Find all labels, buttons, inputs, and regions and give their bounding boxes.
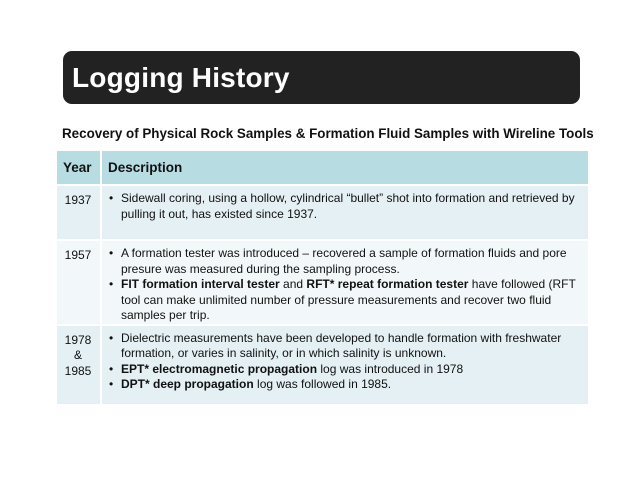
description-cell <box>102 241 588 326</box>
bullet-item <box>108 377 580 393</box>
table-body <box>57 186 588 406</box>
bullet-list <box>108 191 580 222</box>
year-column-header: Year <box>57 151 102 186</box>
bullet-text: log was introduced in 1978 <box>317 361 464 376</box>
year-text: 1985 <box>64 363 92 378</box>
bullet-text: Sidewall coring, using a hollow, cylindrical “bullet” shot into formation and retrieved by pulling it out, has existed since 1937. <box>121 191 575 221</box>
bold-term: EPT* electromagnetic propagation <box>121 361 318 376</box>
year-text: & <box>73 348 82 362</box>
bullet-item <box>108 246 580 277</box>
page-title: Logging History <box>72 61 290 93</box>
bullet-item <box>108 331 580 362</box>
bold-term: DPT* deep propagation <box>121 377 254 391</box>
year-text: 1957 <box>64 248 92 262</box>
year-cell <box>57 241 102 326</box>
bullet-text: and <box>279 277 307 291</box>
bullet-item <box>108 277 580 324</box>
description-cell <box>102 186 588 241</box>
bullet-text: have followed (RFT tool can make unlimited number of pressure measurements and recover two fluid samples per trip. <box>121 277 576 322</box>
table-row <box>57 186 588 241</box>
bullet-list <box>108 331 580 393</box>
bullet-item <box>108 362 580 378</box>
table-row <box>57 326 588 406</box>
table-header-row <box>57 151 588 186</box>
bullet-text: Dielectric measurements have been developed to handle formation with freshwater formation, or varies in salinity, or in which salinity is unknown. <box>121 330 562 360</box>
title-banner <box>63 51 580 104</box>
table-row <box>57 241 588 326</box>
page-subtitle: Recovery of Physical Rock Samples & Formation Fluid Samples with Wireline Tools <box>62 126 594 141</box>
description-column-header: Description <box>102 151 588 186</box>
bullet-text: A formation tester was introduced – recovered a sample of formation fluids and pore presure was measured during the sampling process. <box>121 246 567 276</box>
description-cell <box>102 326 588 406</box>
history-table <box>57 151 588 406</box>
bullet-list <box>108 246 580 324</box>
year-cell <box>57 186 102 241</box>
bold-term: FIT formation interval tester <box>121 277 280 291</box>
year-cell <box>57 326 102 406</box>
bold-term: RFT* repeat formation tester <box>306 277 469 291</box>
year-text: 1937 <box>64 193 92 207</box>
bullet-item <box>108 191 580 222</box>
bullet-text: log was followed in 1985. <box>253 377 392 391</box>
year-text: 1978 <box>64 332 92 347</box>
